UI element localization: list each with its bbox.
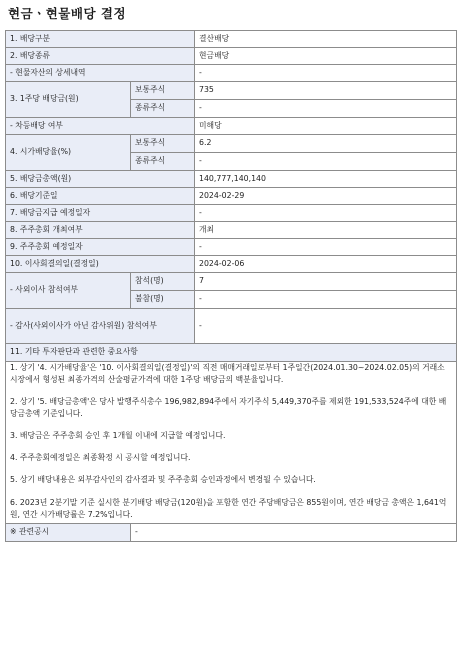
row-value: -: [195, 153, 457, 171]
row-value: 7: [195, 273, 457, 291]
row-value: -: [195, 100, 457, 118]
row-value: -: [195, 65, 457, 82]
note-paragraph: 1. 상기 '4. 시가배당율'은 '10. 이사회결의일(결정일)'의 직전 매매거래일로부터 1주일간(2024.01.30~2024.02.05)의 거래소시장에서 형성된 최종가격의 산술평균가격에 대한 1주당 배당금의 백분율입니다.: [10, 363, 445, 385]
row-label: - 차등배당 여부: [6, 118, 195, 135]
sub-label-absent: 불참(명): [131, 291, 195, 309]
document-title: 현금ㆍ현물배당 결정: [8, 6, 127, 21]
row-record-date: [6, 188, 457, 205]
row-board-resolution-date: [6, 256, 457, 273]
row-total-dividend: [6, 171, 457, 188]
row-label: - 감사(사외이사가 아닌 감사위원) 참석여부: [6, 309, 195, 344]
row-value: 2024-02-29: [195, 188, 457, 205]
row-dividend-type: [6, 31, 457, 48]
row-label: 4. 시가배당율(%): [6, 135, 131, 171]
sub-label-class: 종류주식: [131, 100, 195, 118]
row-label: ※ 관련공시: [6, 523, 131, 541]
row-in-kind-assets: [6, 65, 457, 82]
row-shareholders-meeting: [6, 222, 457, 239]
row-value: -: [195, 239, 457, 256]
row-dividend-per-share: [6, 82, 457, 100]
row-value: -: [131, 523, 457, 541]
dividend-decision-table: [5, 30, 457, 542]
row-label: 7. 배당금지급 예정일자: [6, 205, 195, 222]
row-value: 6.2: [195, 135, 457, 153]
row-label: 8. 주주총회 개최여부: [6, 222, 195, 239]
row-auditor-attendance: [6, 309, 457, 344]
row-label: 1. 배당구분: [6, 31, 195, 48]
row-differential-dividend: [6, 118, 457, 135]
notes-cell: [6, 362, 457, 524]
sub-label-present: 참석(명): [131, 273, 195, 291]
row-payment-date: [6, 205, 457, 222]
sub-label-common: 보통주식: [131, 82, 195, 100]
row-other-matters-header: [6, 344, 457, 362]
row-label: 9. 주주총회 예정일자: [6, 239, 195, 256]
row-value: -: [195, 205, 457, 222]
sub-label-class: 종류주식: [131, 153, 195, 171]
note-paragraph: 6. 2023년 2분기말 기준 실시한 분기배당 배당금(120원)을 포함한 연간 주당배당금은 855원이며, 연간 배당금 총액은 1,641억원, 연간 시가배당률은 7.2%입니다.: [10, 497, 447, 519]
row-label: - 현물자산의 상세내역: [6, 65, 195, 82]
row-dividend-yield: [6, 135, 457, 153]
row-label: - 사외이사 참석여부: [6, 273, 131, 309]
row-other-matters-notes: [6, 362, 457, 524]
row-label: 3. 1주당 배당금(원): [6, 82, 131, 118]
row-label: 5. 배당금총액(원): [6, 171, 195, 188]
row-value: -: [195, 291, 457, 309]
row-value: 미해당: [195, 118, 457, 135]
row-value: 2024-02-06: [195, 256, 457, 273]
row-outside-directors: [6, 273, 457, 291]
section-label: 11. 기타 투자판단과 관련한 중요사항: [6, 344, 457, 362]
row-value: 140,777,140,140: [195, 171, 457, 188]
row-label: 2. 배당종류: [6, 48, 195, 65]
sub-label-common: 보통주식: [131, 135, 195, 153]
row-label: 10. 이사회결의일(결정일): [6, 256, 195, 273]
row-value: 현금배당: [195, 48, 457, 65]
row-value: 개최: [195, 222, 457, 239]
row-label: 6. 배당기준일: [6, 188, 195, 205]
row-dividend-kind: [6, 48, 457, 65]
note-paragraph: 4. 주주총회예정일은 최종확정 시 공시할 예정입니다.: [10, 453, 191, 463]
row-value: -: [195, 309, 457, 344]
note-paragraph: 2. 상기 '5. 배당금총액'은 당사 발행주식총수 196,982,894주에서 자기주식 5,449,370주를 제외한 191,533,524주에 대한 배당금총액 기준입니다.: [10, 397, 447, 419]
note-paragraph: 5. 상기 배당내용은 외부감사인의 감사결과 및 주주총회 승인과정에서 변경될 수 있습니다.: [10, 475, 316, 485]
note-paragraph: 3. 배당금은 주주총회 승인 후 1개월 이내에 지급할 예정입니다.: [10, 431, 226, 441]
row-value: 735: [195, 82, 457, 100]
row-meeting-date: [6, 239, 457, 256]
row-value: 결산배당: [195, 31, 457, 48]
row-related-disclosure: [6, 523, 457, 541]
